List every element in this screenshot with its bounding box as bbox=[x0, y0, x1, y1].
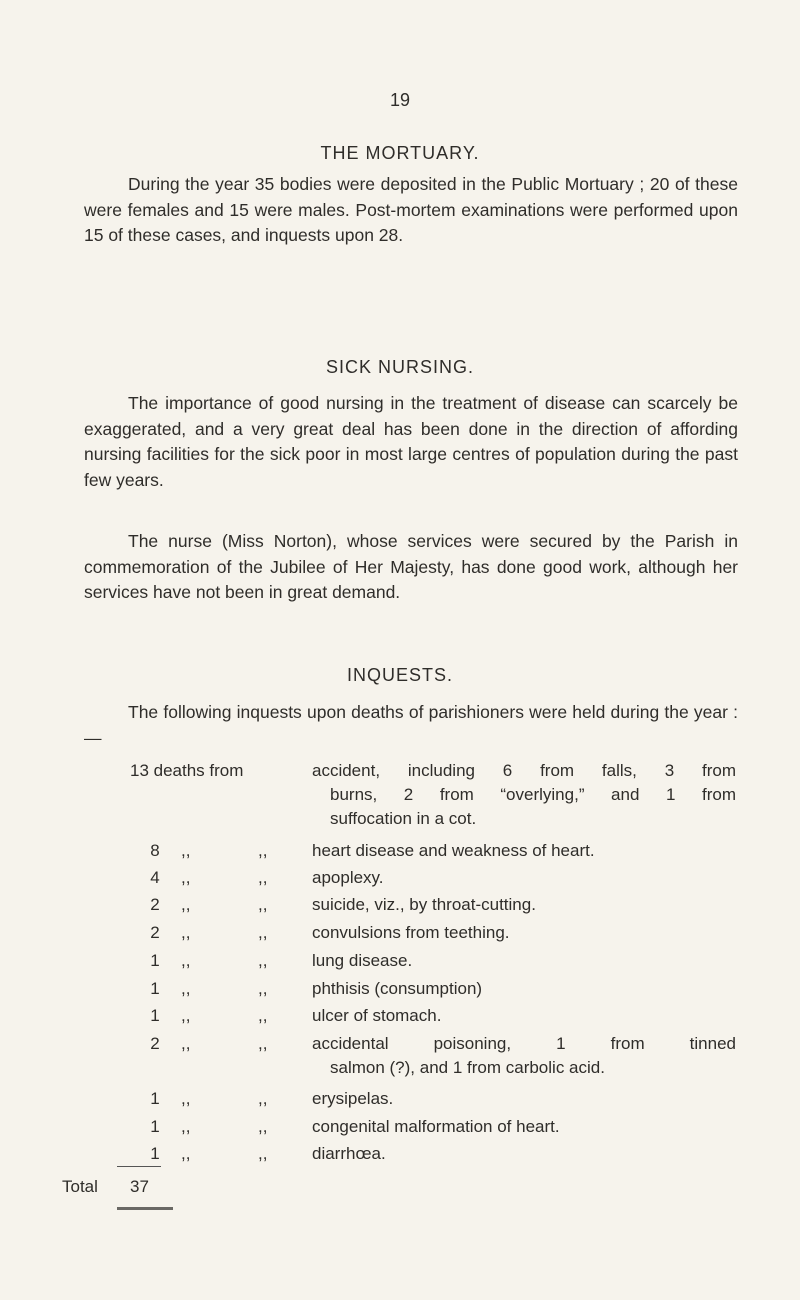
ditto-mark: ,, bbox=[258, 868, 268, 887]
inquest-count: 2 bbox=[150, 1034, 160, 1053]
sick-nursing-paragraph-2: The nurse (Miss Norton), whose services were secured by the Parish in commemoration of the Jubilee of Her Majesty, has done good work, although her services have not been in great demand. bbox=[84, 531, 738, 602]
inquest-count: 1 bbox=[150, 979, 160, 998]
ditto-mark: ,, bbox=[181, 1034, 191, 1053]
sick-nursing-heading: SICK NURSING. bbox=[325, 357, 475, 377]
sick-nursing-paragraph-1: The importance of good nursing in the treatment of disease can scarcely be exaggerated, and a very great deal has been done in the direction of affording nursing facilities for the sick poor in most large centres of population during the past few years. bbox=[84, 393, 738, 490]
ditto-mark: ,, bbox=[181, 951, 191, 970]
inquest-cause: apoplexy. bbox=[312, 868, 384, 887]
total-value: 37 bbox=[130, 1177, 149, 1196]
inquest-count: 1 bbox=[150, 1117, 160, 1136]
total-label: Total bbox=[62, 1177, 98, 1196]
inquest-cause: congenital malformation of heart. bbox=[312, 1117, 560, 1136]
inquest-cause: ulcer of stomach. bbox=[312, 1006, 442, 1025]
inquest-cause: erysipelas. bbox=[312, 1089, 394, 1108]
mortuary-heading: THE MORTUARY. bbox=[320, 143, 480, 163]
ditto-mark: ,, bbox=[181, 923, 191, 942]
mortuary-paragraph: During the year 35 bodies were deposited in the Public Mortuary ; 20 of these were females and 15 were males. Post-mortem examinations were performed upon 15 of these cases, and inquests upon 28. bbox=[84, 174, 738, 245]
ditto-mark: ,, bbox=[258, 1034, 268, 1053]
ditto-mark: ,, bbox=[181, 1089, 191, 1108]
inquest-cause: suicide, viz., by throat-cutting. bbox=[312, 895, 536, 914]
ditto-mark: ,, bbox=[181, 1144, 191, 1163]
page-number: 19 bbox=[389, 90, 411, 110]
ditto-mark: ,, bbox=[258, 951, 268, 970]
inquest-row-cause: accident, including 6 from falls, 3 from bbox=[312, 761, 736, 780]
inquest-count: 1 bbox=[150, 951, 160, 970]
total-double-rule bbox=[117, 1207, 173, 1210]
ditto-mark: ,, bbox=[258, 979, 268, 998]
ditto-mark: ,, bbox=[258, 1117, 268, 1136]
inquest-row-cause-continuation: burns, 2 from “overlying,” and 1 from bbox=[330, 785, 736, 804]
inquest-cause: heart disease and weakness of heart. bbox=[312, 841, 595, 860]
inquest-count: 4 bbox=[150, 868, 160, 887]
inquest-row-prefix: 13 deaths from bbox=[130, 761, 244, 780]
inquest-count: 1 bbox=[150, 1006, 160, 1025]
ditto-mark: ,, bbox=[258, 1006, 268, 1025]
ditto-mark: ,, bbox=[181, 868, 191, 887]
inquest-count: 8 bbox=[150, 841, 160, 860]
ditto-mark: ,, bbox=[258, 1144, 268, 1163]
ditto-mark: ,, bbox=[181, 841, 191, 860]
ditto-mark: ,, bbox=[181, 1006, 191, 1025]
inquest-count: 1 bbox=[150, 1089, 160, 1108]
ditto-mark: ,, bbox=[258, 895, 268, 914]
inquest-row-cause-continuation: suffocation in a cot. bbox=[330, 809, 477, 828]
inquest-count: 1 bbox=[150, 1144, 160, 1163]
inquests-intro: The following inquests upon deaths of parishioners were held during the year :— bbox=[84, 702, 738, 748]
ditto-mark: ,, bbox=[181, 979, 191, 998]
inquest-cause: lung disease. bbox=[312, 951, 413, 970]
inquest-cause: accidental poisoning, 1 from tinned bbox=[312, 1034, 736, 1053]
ditto-mark: ,, bbox=[258, 1089, 268, 1108]
inquest-cause: diarrhœa. bbox=[312, 1144, 386, 1163]
ditto-mark: ,, bbox=[181, 895, 191, 914]
inquests-heading: INQUESTS. bbox=[346, 665, 453, 685]
ditto-mark: ,, bbox=[258, 923, 268, 942]
ditto-mark: ,, bbox=[181, 1117, 191, 1136]
inquest-count: 2 bbox=[150, 923, 160, 942]
inquest-cause: convulsions from teething. bbox=[312, 923, 510, 942]
ditto-mark: ,, bbox=[258, 841, 268, 860]
inquest-cause: phthisis (consumption) bbox=[312, 979, 483, 998]
inquest-count: 2 bbox=[150, 895, 160, 914]
inquest-cause-continuation: salmon (?), and 1 from carbolic acid. bbox=[330, 1058, 605, 1077]
total-rule bbox=[117, 1166, 161, 1167]
